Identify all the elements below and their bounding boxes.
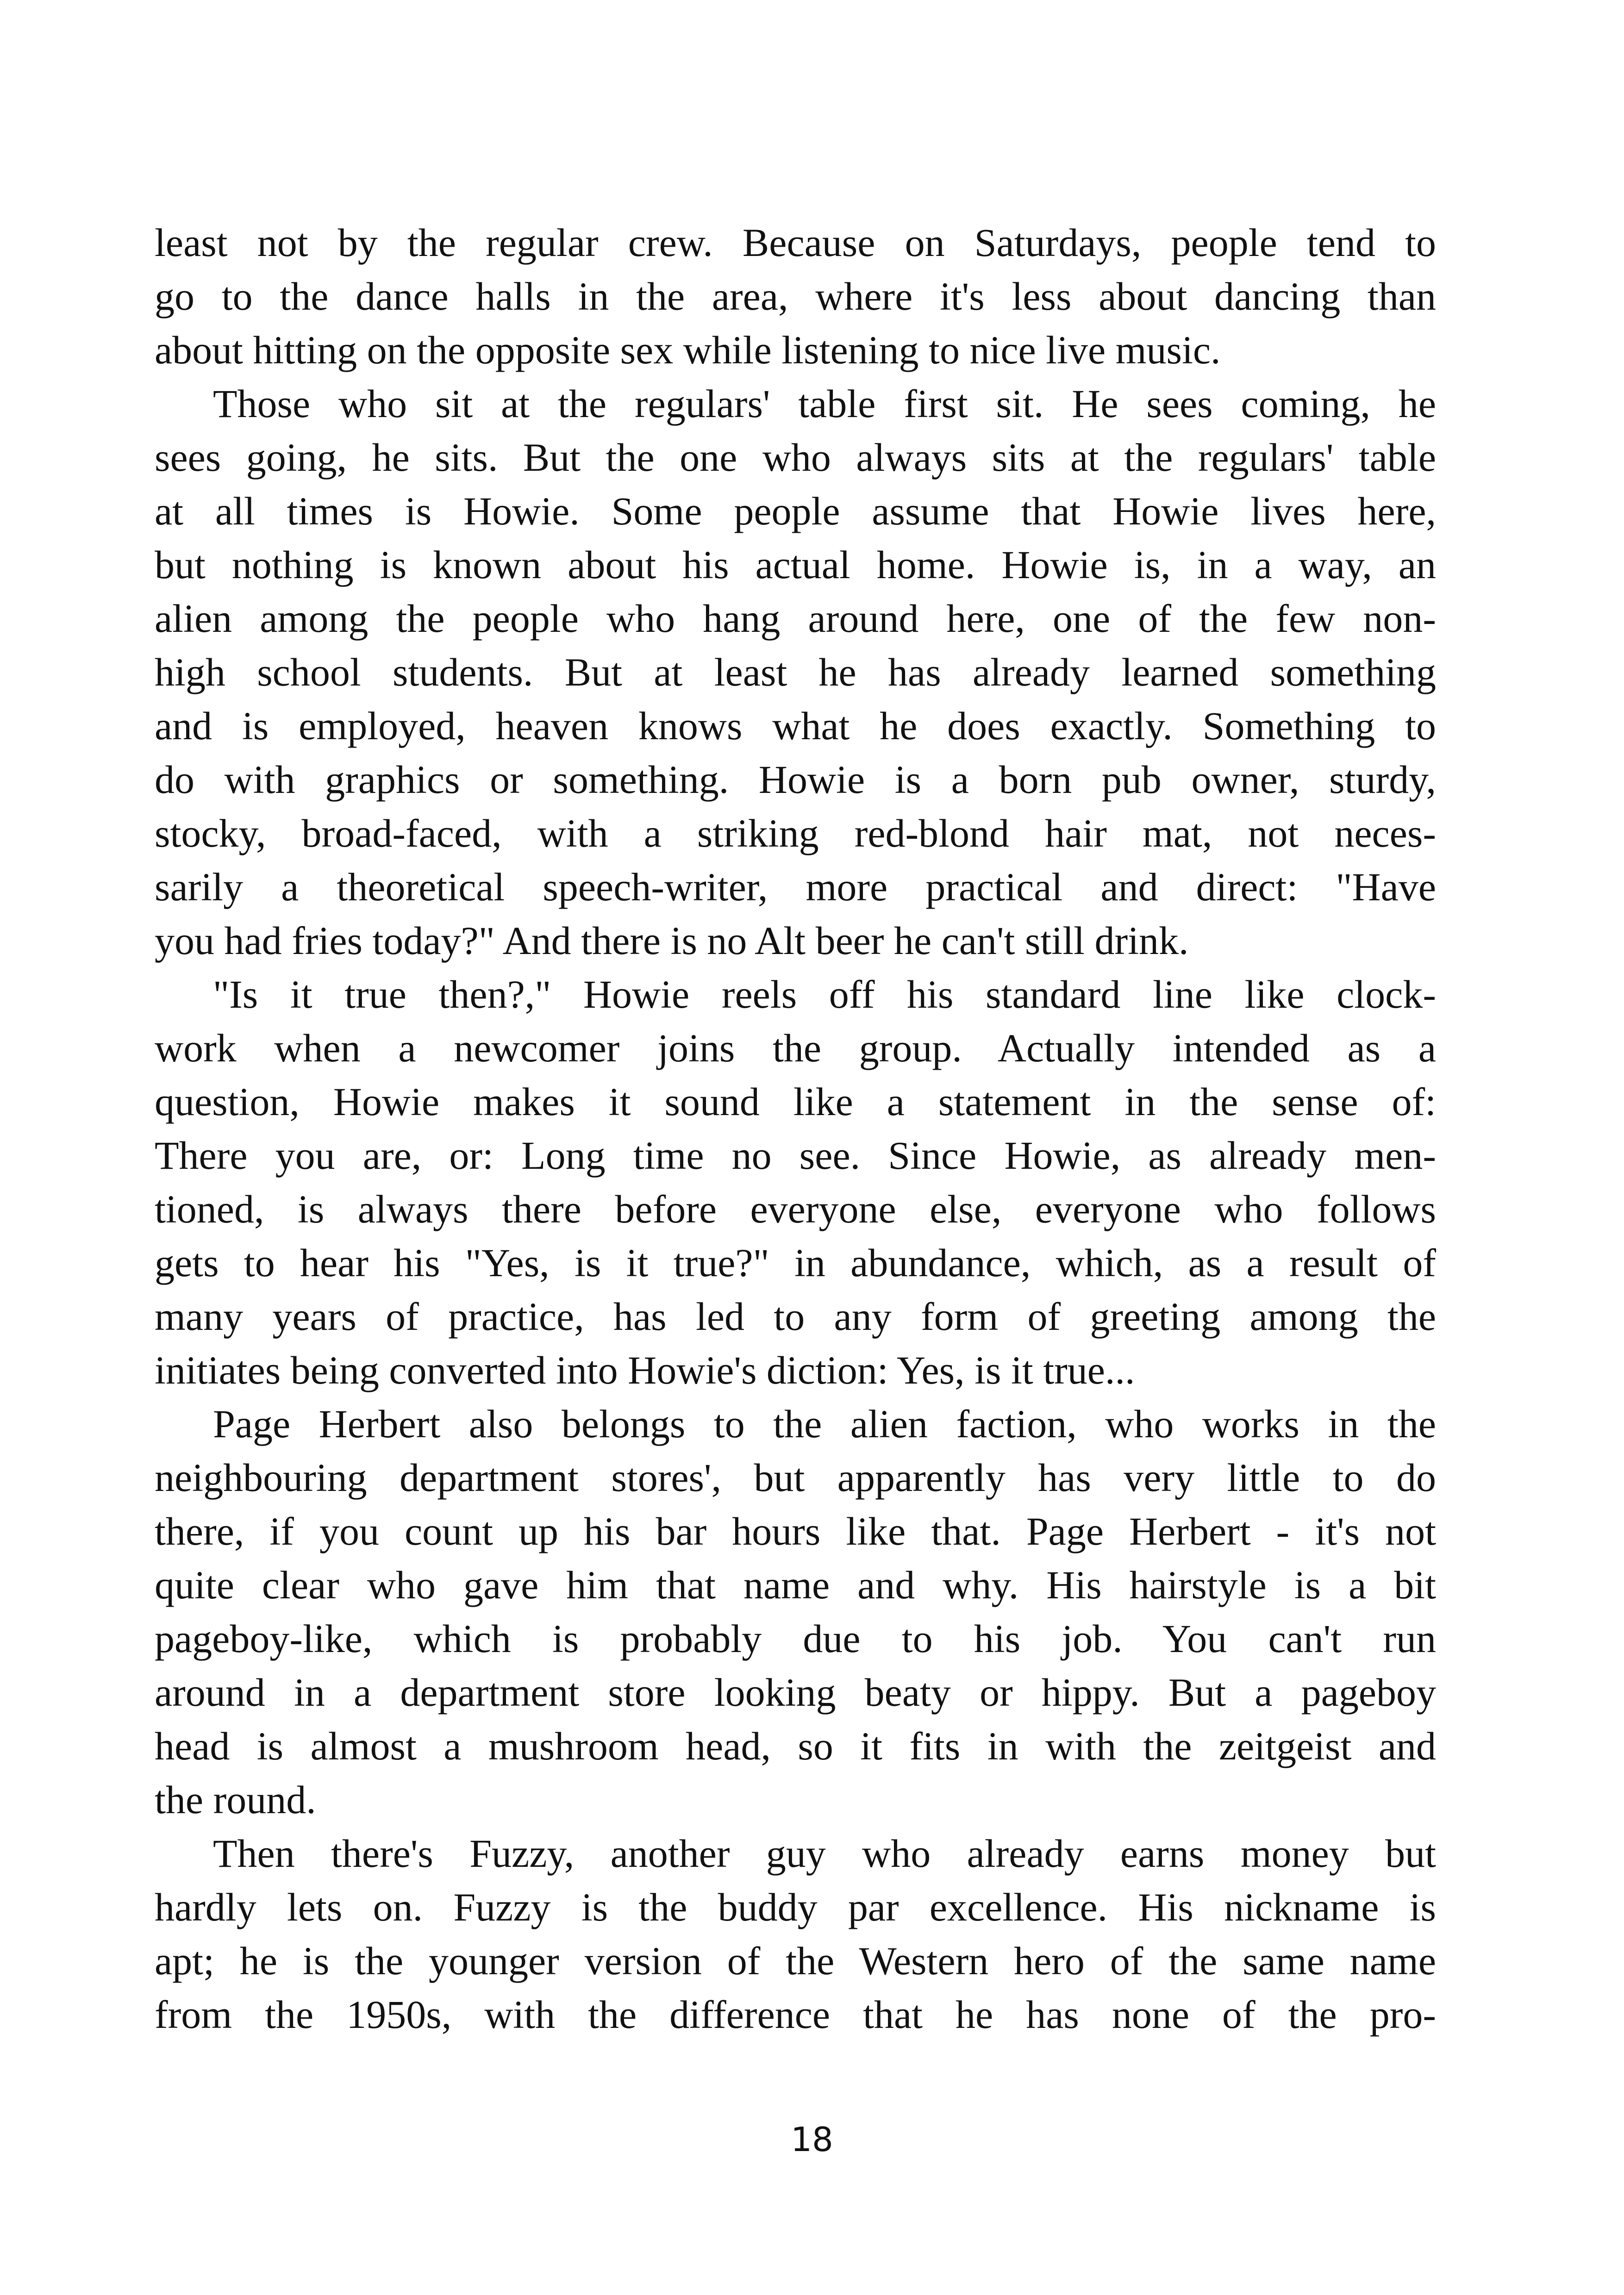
text-line: there, if you count up his bar hours like that. Page Herbert - it's not <box>155 1509 1436 1553</box>
text-line: stocky, broad-faced, with a striking red-blond hair mat, not neces- <box>155 811 1436 855</box>
text-line: initiates being converted into Howie's diction: Yes, is it true... <box>155 1348 1135 1392</box>
text-line: the round. <box>155 1777 316 1822</box>
body-text <box>155 216 1436 2041</box>
text-line: hardly lets on. Fuzzy is the buddy par excellence. His nickname is <box>155 1885 1436 1929</box>
text-line: and is employed, heaven knows what he does exactly. Something to <box>155 704 1436 748</box>
text-line: pageboy-like, which is probably due to his job. You can't run <box>155 1616 1436 1661</box>
text-line: at all times is Howie. Some people assume that Howie lives here, <box>155 489 1436 533</box>
text-line: but nothing is known about his actual home. Howie is, in a way, an <box>155 543 1436 587</box>
text-line: high school students. But at least he has already learned something <box>155 650 1436 694</box>
text-line: about hitting on the opposite sex while listening to nice live music. <box>155 328 1221 372</box>
text-line: around in a department store looking beaty or hippy. But a pageboy <box>155 1670 1436 1715</box>
text-line: go to the dance halls in the area, where it's less about dancing than <box>155 274 1436 318</box>
text-line: head is almost a mushroom head, so it fits in with the zeitgeist and <box>155 1724 1436 1768</box>
text-line: quite clear who gave him that name and why. His hairstyle is a bit <box>155 1563 1436 1607</box>
text-line: question, Howie makes it sound like a statement in the sense of: <box>155 1079 1436 1124</box>
paragraph-first-line: Those who sit at the regulars' table first sit. He sees coming, he <box>213 381 1436 426</box>
text-line: many years of practice, has led to any form of greeting among the <box>155 1294 1436 1339</box>
paragraph-first-line: Page Herbert also belongs to the alien faction, who works in the <box>213 1402 1436 1446</box>
text-line: do with graphics or something. Howie is a born pub owner, sturdy, <box>155 757 1436 802</box>
text-line: gets to hear his "Yes, is it true?" in abundance, which, as a result of <box>155 1241 1436 1285</box>
text-line: tioned, is always there before everyone else, everyone who follows <box>155 1187 1436 1231</box>
text-line: alien among the people who hang around here, one of the few non- <box>155 596 1436 641</box>
text-line: you had fries today?" And there is no Alt beer he can't still drink. <box>155 918 1189 963</box>
text-line: There you are, or: Long time no see. Since Howie, as already men- <box>155 1133 1436 1178</box>
text-line: neighbouring department stores', but apparently has very little to do <box>155 1455 1436 1500</box>
text-line: from the 1950s, with the difference that he has none of the pro- <box>155 1992 1436 2037</box>
page-number: 18 <box>791 2120 833 2159</box>
text-line: sarily a theoretical speech-writer, more practical and direct: "Have <box>155 865 1436 909</box>
text-line: apt; he is the younger version of the Western hero of the same name <box>155 1939 1436 1983</box>
text-line: work when a newcomer joins the group. Actually intended as a <box>155 1026 1436 1070</box>
text-line: sees going, he sits. But the one who always sits at the regulars' table <box>155 435 1436 480</box>
paragraph-first-line: Then there's Fuzzy, another guy who already earns money but <box>213 1831 1436 1876</box>
paragraph-first-line: "Is it true then?," Howie reels off his standard line like clock- <box>213 972 1436 1017</box>
text-line: least not by the regular crew. Because on Saturdays, people tend to <box>155 220 1436 265</box>
